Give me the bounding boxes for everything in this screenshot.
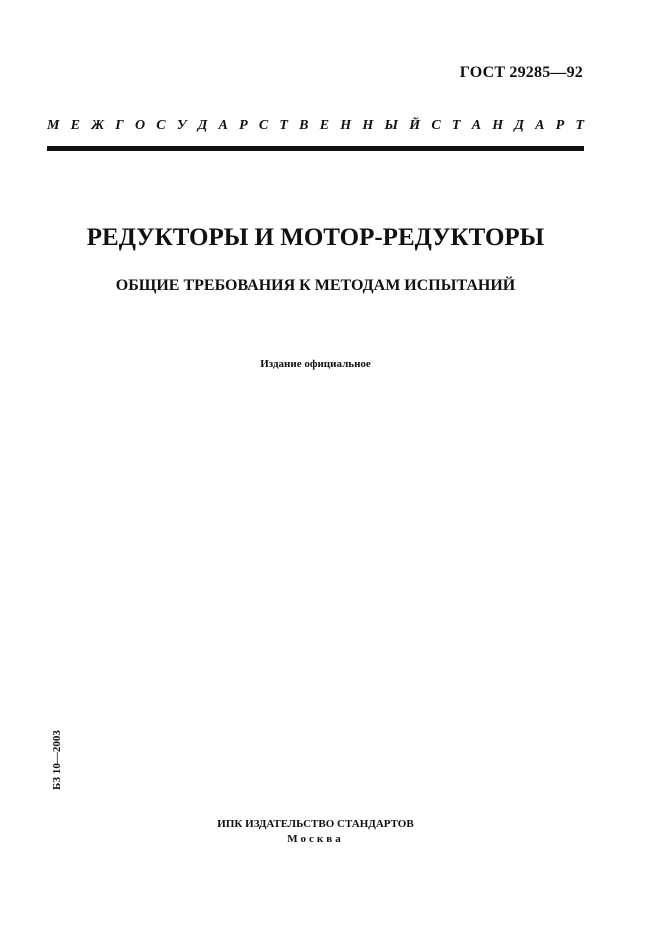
standard-type-text: М Е Ж Г О С У Д А Р С Т В Е Н Н Ы Й С Т А Н Д А Р Т (47, 118, 584, 133)
publisher-name: ИПК ИЗДАТЕЛЬСТВО СТАНДАРТОВ (217, 818, 414, 830)
gost-number: ГОСТ 29285—92 (459, 64, 583, 81)
document-title: РЕДУКТОРЫ И МОТОР-РЕДУКТОРЫ (86, 224, 545, 251)
side-code: БЗ 10—2003 (51, 730, 63, 790)
publisher-city: Москва (287, 833, 344, 845)
standard-type-heading (47, 118, 584, 134)
document-subtitle: ОБЩИЕ ТРЕБОВАНИЯ К МЕТОДАМ ИСПЫТАНИЙ (115, 277, 516, 294)
edition-note: Издание официальное (260, 358, 371, 370)
header-rule (47, 146, 584, 151)
